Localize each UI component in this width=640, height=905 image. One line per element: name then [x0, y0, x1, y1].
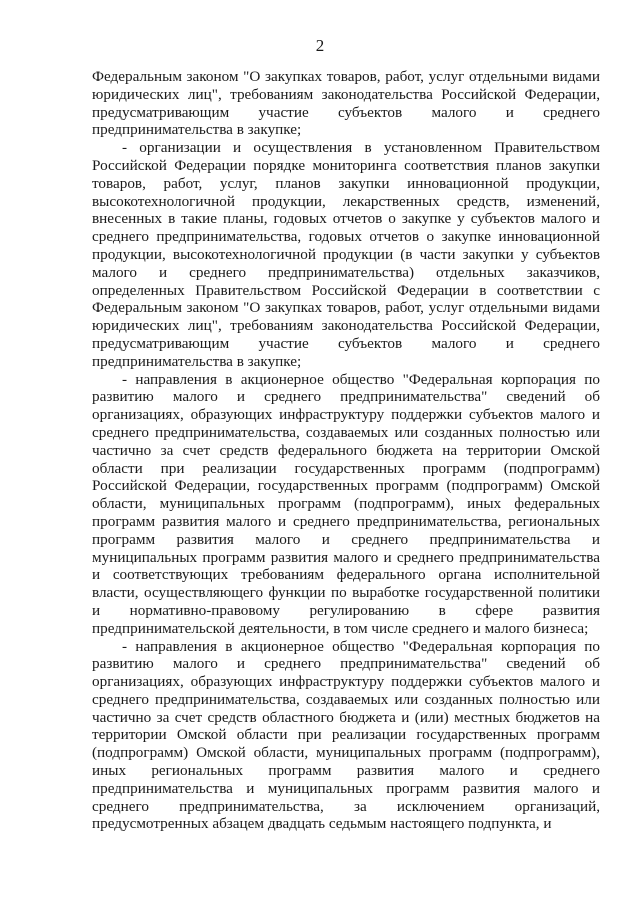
paragraph-continuation: Федеральным законом "О закупках товаров, работ, услуг отдельными видами юридических лиц", требованиям законодательства Российской Федерации, предусматривающим участие субъектов малого и среднего предпринимательства в закупке;	[92, 68, 600, 139]
paragraph-federal-budget-infrastructure: - направления в акционерное общество "Федеральная корпорация по развитию малого и среднего предпринимательства" сведений об организациях, образующих инфраструктуру поддержки субъектов малого и среднего предпринимательства, создаваемых или созданных полностью или частично за счет средств федерального бюджета на территории Омской области при реализации государственных программ (подпрограмм) Российской Федерации, государственных программ (подпрограмм) Омской области, муниципальных программ (подпрограмм), иных федеральных программ развития малого и среднего предпринимательства, региональных программ развития малого и среднего предпринимательства и муниципальных программ развития малого и среднего предпринимательства и соответствующих требованиям федерального органа исполнительной власти, осуществляющего функции по выработке государственной политики и нормативно-правовому регулированию в сфере развития предпринимательской деятельности, в том числе среднего и малого бизнеса;	[92, 370, 600, 637]
document-body	[92, 68, 600, 833]
paragraph-monitoring: - организации и осуществления в установленном Правительством Российской Федерации порядке мониторинга соответствия планов закупки товаров, работ, услуг, планов закупки инновационной продукции, высокотехнологичной продукции, лекарственных средств, изменений, внесенных в такие планы, годовых отчетов о закупке у субъектов малого и среднего предпринимательства, годовых отчетов о закупке инновационной продукции, высокотехнологичной продукции (в части закупки у субъектов малого и среднего предпринимательства) отдельных заказчиков, определенных Правительством Российской Федерации в соответствии с Федеральным законом "О закупках товаров, работ, услуг отдельными видами юридических лиц", требованиям законодательства Российской Федерации, предусматривающим участие субъектов малого и среднего предпринимательства в закупке;	[92, 139, 600, 370]
page-number: 2	[315, 36, 325, 55]
paragraph-regional-budget-infrastructure: - направления в акционерное общество "Федеральная корпорация по развитию малого и среднего предпринимательства" сведений об организациях, образующих инфраструктуру поддержки субъектов малого и среднего предпринимательства, создаваемых или созданных полностью или частично за счет средств областного бюджета и (или) местных бюджетов на территории Омской области при реализации государственных программ (подпрограмм) Омской области, муниципальных программ (подпрограмм), иных региональных программ развития малого и среднего предпринимательства и муниципальных программ развития малого и среднего предпринимательства, за исключением организаций, предусмотренных абзацем двадцать седьмым настоящего подпункта, и	[92, 637, 600, 833]
